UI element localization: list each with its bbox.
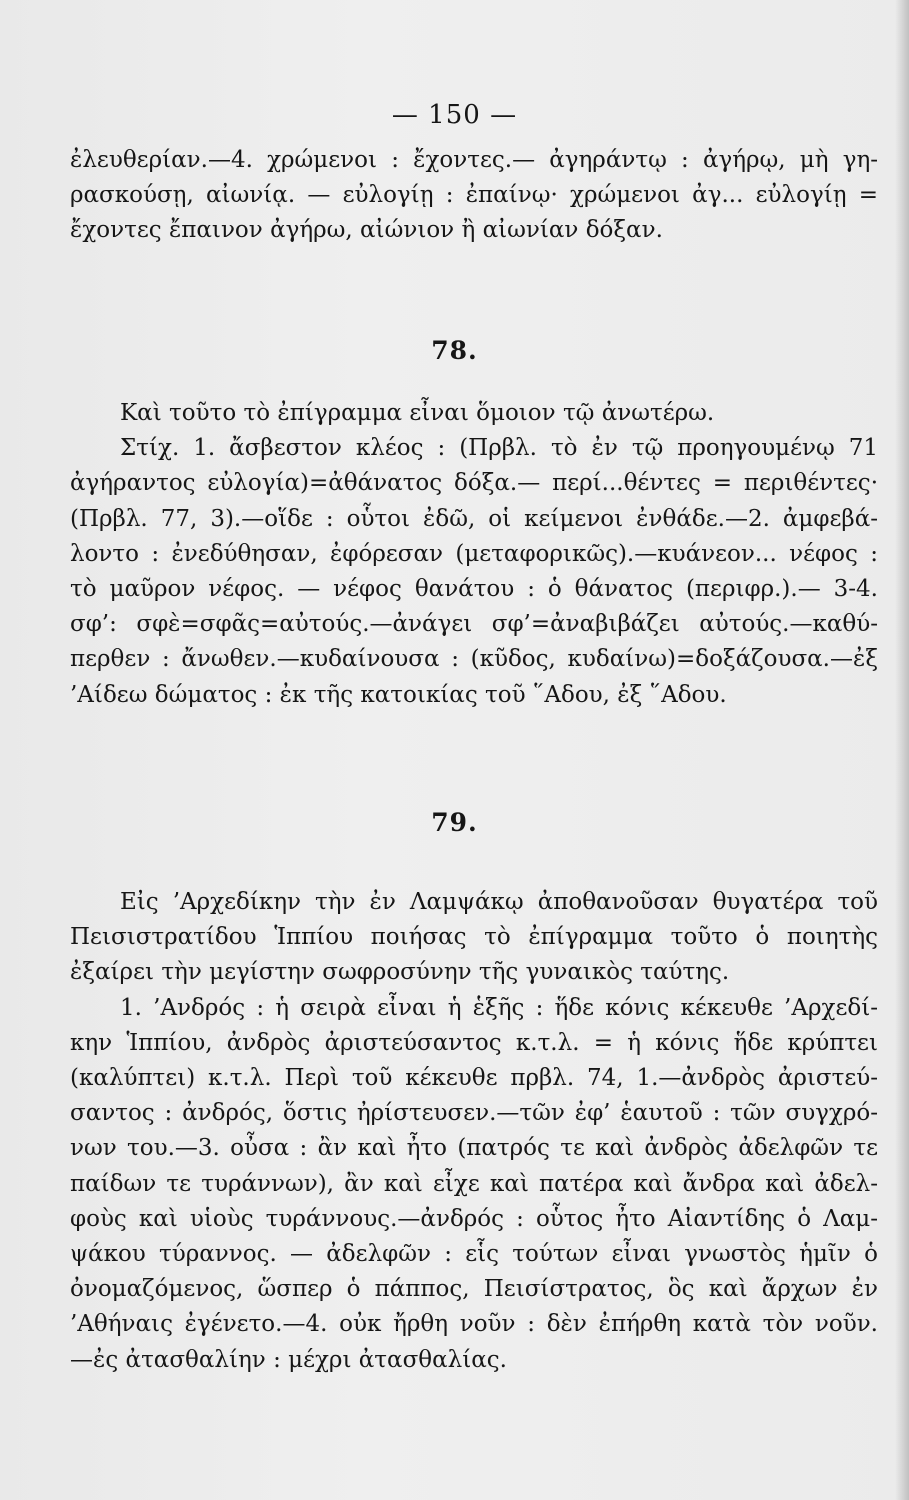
text-line: ’Αθήναις ἐγένετο.—4. οὐκ ἤρθη νοῦν : δὲν ἐπήρθη κατὰ τὸν νοῦν. <box>70 1311 878 1338</box>
text-line: περθεν : ἄνωθεν.—κυδαίνουσα : (κῦδος, κυδαίνω)=δοξάζουσα.—ἐξ <box>70 646 878 673</box>
text-line: ρασκούσῃ, αἰωνίᾳ. — εὐλογίῃ : ἐπαίνῳ· χρώμενοι ἀγ... εὐλογίῃ = <box>70 182 878 209</box>
text-line: νων του.—3. οὖσα : ἂν καὶ ἦτο (πατρός τε καὶ ἀνδρὸς ἀδελφῶν τε <box>70 1135 878 1162</box>
text-line: τὸ μαῦρον νέφος. — νέφος θανάτου : ὁ θάνατος (περιφρ.).— 3-4. <box>70 576 878 603</box>
text-line: κην Ἱππίου, ἀνδρὸς ἀριστεύσαντος κ.τ.λ. = ἡ κόνις ἥδε κρύπτει <box>70 1029 878 1056</box>
text-line: λοντο : ἐνεδύθησαν, ἐφόρεσαν (μεταφορικῶς).—κυάνεον... νέφος : <box>70 540 878 567</box>
text-line: Στίχ. 1. ἄσβεστον κλέος : (Πρβλ. τὸ ἐν τῷ προηγουμένῳ 71 <box>120 435 878 462</box>
text-line: φοὺς καὶ υἱοὺς τυράννους.—ἀνδρός : οὗτος ἦτο Αἰαντίδης ὁ Λαμ- <box>70 1205 878 1232</box>
text-line: σφ’: σφὲ=σφᾶς=αὐτούς.—ἀνάγει σφ’=ἀναβιβάζει αὐτούς.—καθύ- <box>70 611 878 638</box>
text-line: ἀγήραντος εὐλογία)=ἀθάνατος δόξα.— περί...θέντες = περιθέντες· <box>70 470 878 497</box>
section-79-body <box>70 885 878 1378</box>
text-line: ἔχοντες ἔπαινον ἀγήρω, αἰώνιον ἢ αἰωνίαν δόξαν. <box>70 217 663 244</box>
text-line: παίδων τε τυράννων), ἂν καὶ εἶχε καὶ πατέρα καὶ ἄνδρα καὶ ἀδελ- <box>70 1170 878 1197</box>
top-paragraph <box>70 143 878 249</box>
text-line: —ἐς ἀτασθαλίην : μέχρι ἀτασθαλίας. <box>70 1346 507 1373</box>
text-line: Πεισιστρατίδου Ἱππίου ποιήσας τὸ ἐπίγραμμα τοῦτο ὁ ποιητὴς <box>70 924 878 951</box>
text-line: ὀνομαζόμενος, ὥσπερ ὁ πάππος, Πεισίστρατος, ὃς καὶ ἄρχων ἐν <box>70 1276 878 1303</box>
text-line: ’Αίδεω δώματος : ἐκ τῆς κατοικίας τοῦ ῞Αδου, ἐξ ῞Αδου. <box>70 681 727 708</box>
section-number-79: 79. <box>431 808 478 837</box>
page-edge-shadow <box>895 0 909 1500</box>
text-line: Καὶ τοῦτο τὸ ἐπίγραμμα εἶναι ὅμοιον τῷ ἀνωτέρω. <box>120 400 715 426</box>
text-line: ἐξαίρει τὴν μεγίστην σωφροσύνην τῆς γυναικὸς ταύτης. <box>70 959 730 986</box>
section-78-body <box>70 396 878 713</box>
text-line: ψάκου τύραννος. — ἀδελφῶν : εἷς τούτων εἶναι γνωστὸς ἡμῖν ὁ <box>70 1241 878 1268</box>
page-number: — 150 — <box>391 100 518 130</box>
text-line: (Πρβλ. 77, 3).—οἵδε : οὗτοι ἐδῶ, οἱ κείμενοι ἐνθάδε.—2. ἀμφεβά- <box>70 505 878 532</box>
text-line: ἐλευθερίαν.—4. χρώμενοι : ἔχοντες.— ἀγηράντῳ : ἀγήρῳ, μὴ γη- <box>70 147 878 173</box>
text-line: 1. ’Ανδρός : ἡ σειρὰ εἶναι ἡ ἑξῆς : ἥδε κόνις κέκευθε ’Αρχεδί- <box>120 994 878 1021</box>
text-line: (καλύπτει) κ.τ.λ. Περὶ τοῦ κέκευθε πρβλ. 74, 1.—ἀνδρὸς ἀριστεύ- <box>70 1065 878 1092</box>
text-line: σαντος : ἀνδρός, ὅστις ἠρίστευσεν.—τῶν ἐφ’ ἑαυτοῦ : τῶν συγχρό- <box>70 1100 878 1127</box>
text-line: Εἰς ’Αρχεδίκην τὴν ἐν Λαμψάκῳ ἀποθανοῦσαν θυγατέρα τοῦ <box>120 889 878 915</box>
section-number-78: 78. <box>431 336 478 365</box>
